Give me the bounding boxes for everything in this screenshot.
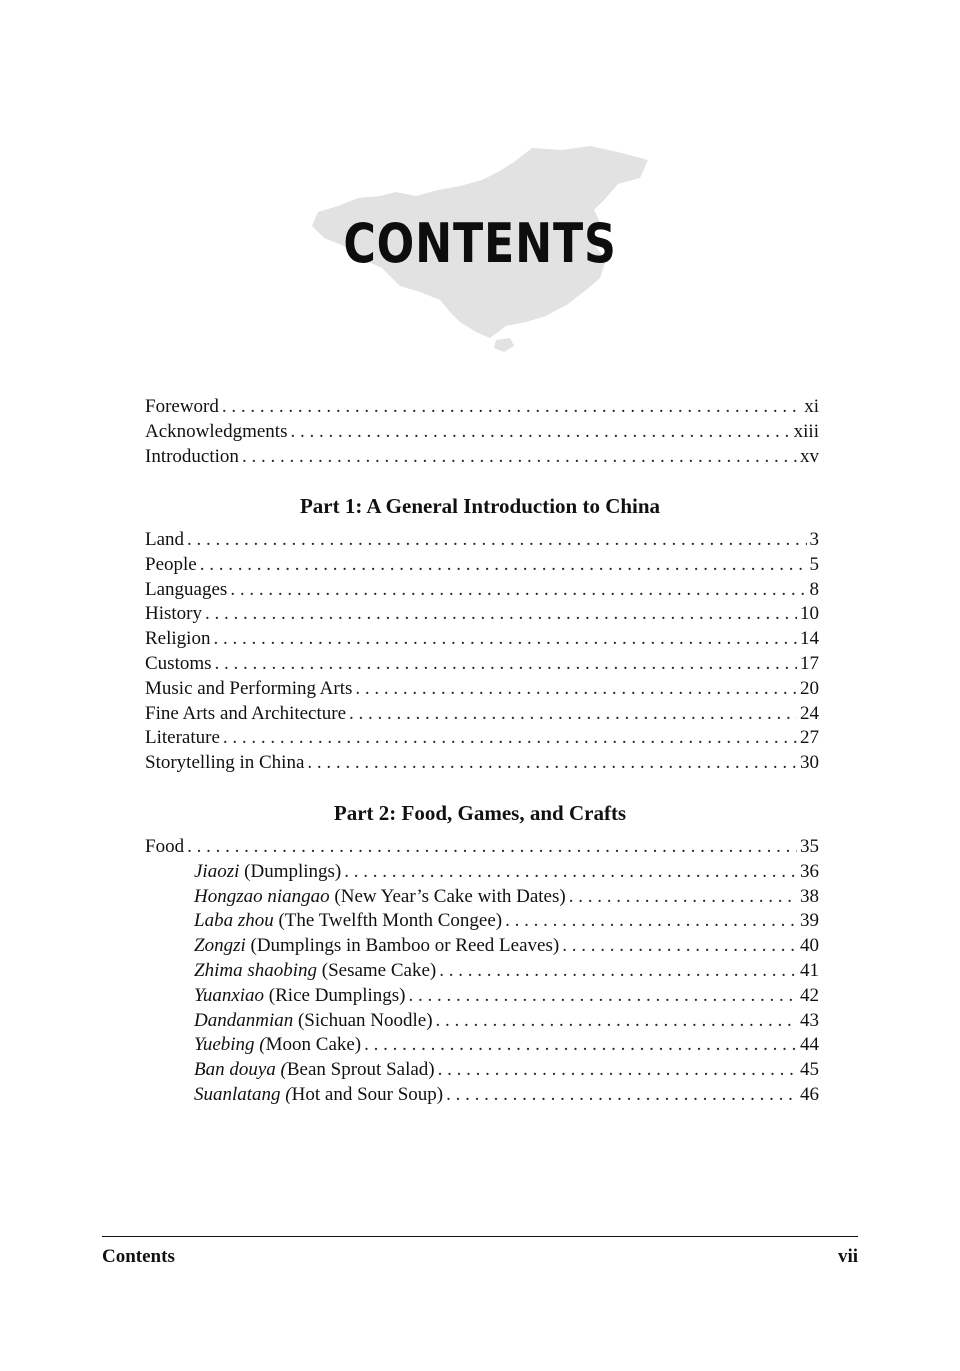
dot-leader (205, 602, 797, 627)
dot-leader (215, 652, 797, 677)
toc-subentry-label (194, 934, 559, 959)
toc-entry-page: 42 (800, 984, 819, 1006)
dot-leader (223, 726, 797, 751)
dot-leader (200, 553, 807, 578)
part2-list (145, 835, 819, 1108)
toc-entry-page: 17 (800, 652, 819, 674)
recipe-name: Yuanxiao (194, 984, 265, 1006)
dot-leader (222, 395, 801, 420)
footer-page-number: vii (837, 1246, 858, 1267)
toc-subentry[interactable] (145, 909, 819, 934)
dot-leader (230, 578, 806, 603)
toc-entry-page: 46 (800, 1083, 819, 1105)
toc-entry[interactable] (145, 677, 819, 702)
toc-subentry-label (194, 860, 341, 885)
recipe-description: Bean Sprout Salad) (286, 1059, 435, 1081)
dot-leader (187, 835, 797, 860)
dot-leader (364, 1033, 797, 1058)
toc-subentry-label (194, 984, 405, 1009)
toc-entry-page: 10 (800, 603, 819, 625)
toc-subentry-label (194, 909, 502, 934)
toc-subentry-label (194, 1009, 433, 1034)
toc-entry-page: 5 (809, 553, 819, 575)
toc-entry-page: 39 (800, 910, 819, 932)
toc-subentry[interactable] (145, 1058, 819, 1083)
toc-entry-label: Land (145, 529, 185, 550)
toc-entry-label: Introduction (145, 445, 239, 467)
toc-entry-page: xv (800, 445, 819, 467)
toc-entry[interactable] (145, 627, 819, 652)
toc-entry-page: 43 (800, 1009, 819, 1031)
toc-subentry[interactable] (145, 984, 819, 1009)
part1-heading: Part 1: A General Introduction to China (299, 494, 661, 518)
toc-entry[interactable] (145, 726, 819, 751)
toc-subentry-label (194, 959, 436, 984)
recipe-name: Hongzao niangao (194, 885, 330, 907)
toc-entry-page: 3 (809, 529, 819, 550)
footer-divider (102, 1236, 858, 1237)
toc-entry-page: 24 (800, 702, 819, 724)
dot-leader (438, 1058, 797, 1083)
toc-entry-page: 8 (809, 578, 819, 600)
toc-entry-label: People (145, 553, 197, 575)
toc-entry-label: Languages (145, 578, 228, 600)
toc-entry[interactable] (145, 395, 819, 420)
recipe-description: (Sesame Cake) (317, 959, 437, 981)
toc-subentry-label (194, 885, 566, 910)
toc-entry[interactable] (145, 445, 819, 470)
dot-leader (355, 677, 797, 702)
dot-leader (349, 702, 797, 727)
dot-leader (213, 627, 797, 652)
toc-entry-label: History (145, 603, 202, 625)
toc-subentry[interactable] (145, 1083, 819, 1108)
part2-heading: Part 2: Food, Games, and Crafts (333, 801, 627, 825)
recipe-name: Dandanmian (194, 1009, 294, 1031)
toc-entry-page: xiii (793, 420, 819, 442)
recipe-description: (The Twelfth Month Congee) (273, 910, 503, 932)
toc-entry[interactable] (145, 602, 819, 627)
footer-section-title: Contents (102, 1246, 175, 1267)
toc-entry-page: 27 (800, 727, 819, 749)
dot-leader (569, 885, 797, 910)
toc-entry[interactable] (145, 420, 819, 445)
toc-entry-page: 38 (800, 885, 819, 907)
toc-subentry[interactable] (145, 885, 819, 910)
part1-list (145, 528, 819, 776)
recipe-description: (New Year’s Cake with Dates) (329, 885, 566, 907)
toc-entry-page: xi (804, 396, 819, 417)
toc-entry[interactable] (145, 553, 819, 578)
dot-leader (408, 984, 797, 1009)
dot-leader (505, 909, 797, 934)
toc-subentry[interactable] (145, 1033, 819, 1058)
recipe-description: (Dumplings in Bamboo or Reed Leaves) (245, 935, 560, 957)
toc-entry-label: Storytelling in China (145, 752, 305, 774)
toc-entry[interactable] (145, 528, 819, 553)
dot-leader (344, 860, 797, 885)
dot-leader (187, 528, 806, 553)
recipe-description: (Dumplings) (239, 860, 342, 882)
toc-entry-food[interactable] (145, 835, 819, 860)
toc-entry-page: 35 (800, 836, 819, 857)
dot-leader (242, 445, 797, 470)
toc-entry-label: Foreword (145, 396, 219, 417)
recipe-name: Suanlatang ( (194, 1083, 292, 1105)
recipe-name: Zhima shaobing (194, 959, 317, 981)
toc-subentry[interactable] (145, 934, 819, 959)
recipe-description: Moon Cake) (265, 1034, 362, 1056)
dot-leader (436, 1009, 797, 1034)
recipe-description: (Sichuan Noodle) (293, 1009, 433, 1031)
dot-leader (307, 751, 797, 776)
toc-entry[interactable] (145, 702, 819, 727)
dot-leader (562, 934, 797, 959)
toc-entry-page: 44 (800, 1034, 819, 1056)
toc-entry-page: 41 (800, 959, 819, 981)
toc-entry-label: Customs (145, 652, 212, 674)
toc-subentry-label (194, 1083, 443, 1108)
recipe-description: (Rice Dumplings) (264, 984, 406, 1006)
recipe-name: Jiaozi (194, 860, 240, 882)
toc-entry[interactable] (145, 652, 819, 677)
toc-entry-label: Acknowledgments (145, 420, 288, 442)
toc-entry-page: 30 (800, 752, 819, 774)
recipe-name: Laba zhou (194, 910, 274, 932)
toc-entry-page: 14 (800, 628, 819, 650)
toc-entry[interactable] (145, 578, 819, 603)
toc-entry-label: Music and Performing Arts (145, 677, 353, 699)
dot-leader (290, 420, 790, 445)
toc-subentry[interactable] (145, 1009, 819, 1034)
recipe-description: Hot and Sour Soup) (291, 1083, 444, 1105)
toc-entry-page: 45 (800, 1059, 819, 1081)
toc-entry-label: Literature (145, 727, 220, 749)
dot-leader (446, 1083, 797, 1108)
toc-subentry[interactable] (145, 860, 819, 885)
toc-subentry[interactable] (145, 959, 819, 984)
toc-entry-page: 40 (800, 935, 819, 957)
toc-entry-page: 20 (800, 677, 819, 699)
recipe-name: Ban douya ( (194, 1059, 287, 1081)
toc-entry-page: 36 (800, 860, 819, 882)
toc-entry-label: Fine Arts and Architecture (145, 702, 347, 724)
dot-leader (439, 959, 797, 984)
toc-entry-label: Food (145, 836, 185, 857)
toc-entry[interactable] (145, 751, 819, 776)
toc-entry-label: Religion (145, 628, 211, 650)
toc-subentry-label (194, 1058, 435, 1083)
toc-subentry-label (194, 1033, 361, 1058)
recipe-name: Yuebing ( (194, 1034, 266, 1056)
recipe-name: Zongzi (194, 935, 246, 957)
page-title: CONTENTS (343, 212, 617, 275)
front-matter-list (145, 395, 819, 469)
